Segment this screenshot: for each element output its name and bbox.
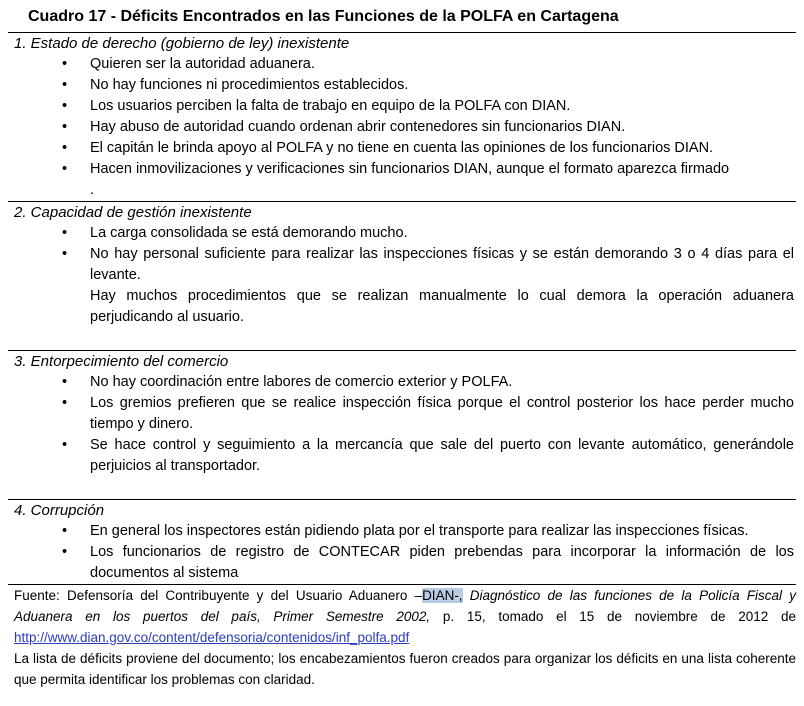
bullet-text: La carga consolidada se está demorando mucho. [90, 225, 408, 241]
bullet-text: Los funcionarios de registro de CONTECAR piden prebendas para incorporar la información de los documentos al sistema [90, 544, 794, 581]
bullet-text: Los usuarios perciben la falta de trabajo en equipo de la POLFA con DIAN. [90, 98, 571, 114]
bullet-icon: • [62, 98, 68, 114]
bullet-icon: • [62, 77, 68, 93]
section-capacidad-de-gestion [8, 202, 796, 350]
footnote: La lista de déficits proviene del documento; los encabezamientos fueron creados para organizar los déficits en una lista coherente que permita identificar los problemas con claridad. [14, 651, 796, 687]
bullet-text: No hay funciones ni procedimientos establecidos. [90, 77, 409, 93]
list-item [8, 244, 796, 328]
list-item [8, 393, 796, 435]
page-title: Cuadro 17 - Déficits Encontrados en las Funciones de la POLFA en Cartagena [28, 8, 619, 25]
bullet-icon: • [62, 161, 68, 177]
source-footer [8, 585, 796, 690]
highlighted-text: DIAN-, [422, 588, 463, 603]
bullet-icon: • [62, 395, 68, 411]
bullet-text: Quieren ser la autoridad aduanera. [90, 56, 315, 72]
list-item [8, 117, 796, 138]
section-heading: 4. Corrupción [14, 502, 105, 519]
list-item [8, 223, 796, 244]
source-link[interactable]: http://www.dian.gov.co/content/defensoria/contenidos/inf_polfa.pdf [14, 630, 410, 645]
bullet-icon: • [62, 523, 68, 539]
bullet-icon: • [62, 225, 68, 241]
bullet-text: No hay personal suficiente para realizar las inspecciones físicas y se están demorando 3 o 4 días para el levante. [90, 246, 794, 283]
bullet-list [8, 521, 796, 584]
bullet-list [8, 372, 796, 477]
bullet-icon: • [62, 56, 68, 72]
source-mid: p. 15, tomado el 15 de noviembre de 2012 de [430, 609, 796, 624]
bullet-continuation: . [90, 182, 95, 198]
list-item [8, 159, 796, 201]
source-note [14, 585, 796, 648]
source-prefix: Fuente: Defensoría del Contribuyente y del Usuario Aduanero – [14, 588, 423, 603]
bullet-text: El capitán le brinda apoyo al POLFA y no tiene en cuenta las opiniones de los funcionarios DIAN. [90, 140, 714, 156]
bullet-icon: • [62, 544, 68, 560]
bullet-icon: • [62, 140, 68, 156]
bullet-text: Se hace control y seguimiento a la mercancía que sale del puerto con levante automático, generándole perjuicios al transportador. [90, 437, 794, 474]
list-item [8, 54, 796, 75]
bullet-text: No hay coordinación entre labores de comercio exterior y POLFA. [90, 374, 513, 390]
bullet-continuation: Hay muchos procedimientos que se realizan manualmente lo cual demora la operación aduanera perjudicando al usuario. [90, 288, 794, 325]
section-heading: 2. Capacidad de gestión inexistente [14, 204, 252, 221]
section-entorpecimiento-comercio [8, 351, 796, 499]
bullet-icon: • [62, 246, 68, 262]
list-item [8, 372, 796, 393]
bullet-icon: • [62, 119, 68, 135]
list-item [8, 138, 796, 159]
section-estado-de-derecho [8, 33, 796, 201]
bullet-text: Los gremios prefieren que se realice inspección física porque el control posterior los hace perder mucho tiempo y dinero. [90, 395, 794, 432]
section-heading: 1. Estado de derecho (gobierno de ley) inexistente [14, 35, 350, 52]
bullet-text: En general los inspectores están pidiendo plata por el transporte para realizar las inspecciones físicas. [90, 523, 749, 539]
source-title-italic: Diagnóstico de las funciones de la Policía Fiscal y Aduanera en los puertos del país, Primer Semestre 2002, [14, 588, 796, 624]
section-corrupcion [8, 500, 796, 584]
list-item [8, 75, 796, 96]
bullet-list [8, 223, 796, 328]
bullet-text: Hay abuso de autoridad cuando ordenan abrir contenedores sin funcionarios DIAN. [90, 119, 626, 135]
list-item [8, 521, 796, 542]
bullet-list [8, 54, 796, 201]
bullet-icon: • [62, 437, 68, 453]
section-heading: 3. Entorpecimiento del comercio [14, 353, 229, 370]
list-item [8, 542, 796, 584]
list-item [8, 96, 796, 117]
bullet-icon: • [62, 374, 68, 390]
list-item [8, 435, 796, 477]
bullet-text: Hacen inmovilizaciones y verificaciones sin funcionarios DIAN, aunque el formato aparezca firmado [90, 161, 730, 177]
